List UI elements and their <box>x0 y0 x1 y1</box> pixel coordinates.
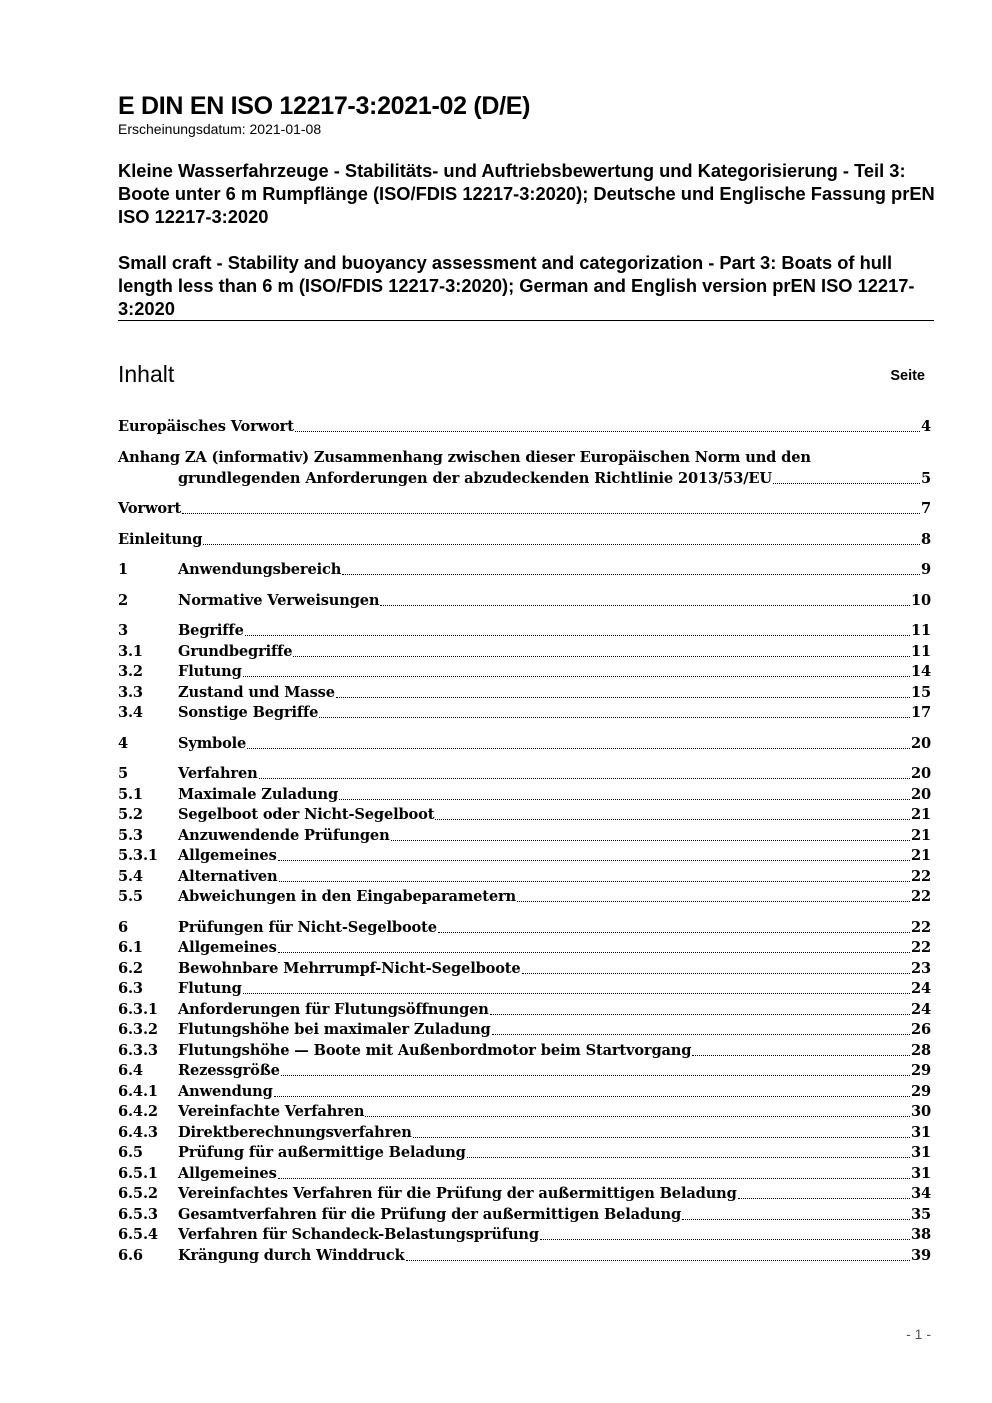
toc-entry[interactable] <box>118 886 931 907</box>
toc-entry-title: Alternativen <box>178 868 278 885</box>
toc-dot-leader <box>203 529 920 545</box>
toc-entry-number: 5.3 <box>118 827 143 844</box>
document-title: E DIN EN ISO 12217-3:2021-02 (D/E) <box>118 92 531 120</box>
toc-entry[interactable] <box>118 1224 931 1245</box>
toc-dot-leader <box>278 845 910 861</box>
toc-dot-leader <box>438 917 910 933</box>
toc-entry-number: 6.4.3 <box>118 1124 158 1141</box>
toc-entry-title: Anhang ZA (informativ) Zusammenhang zwischen dieser Europäischen Norm und den <box>118 449 811 466</box>
toc-entry[interactable] <box>118 1019 931 1040</box>
toc-entry-page: 38 <box>910 1226 931 1243</box>
toc-entry-title: Flutung <box>178 980 242 997</box>
toc-entry-number: 6.3 <box>118 980 143 997</box>
toc-entry-page: 30 <box>910 1103 931 1120</box>
toc-entry-number: 5.2 <box>118 806 143 823</box>
toc-entry-number: 6.5.3 <box>118 1206 158 1223</box>
toc-entry-title: Prüfung für außermittige Beladung <box>178 1144 466 1161</box>
toc-entry-number: 6.2 <box>118 960 143 977</box>
toc-entry-number: 3.3 <box>118 684 143 701</box>
toc-entry-page: 11 <box>910 622 931 639</box>
toc-dot-leader <box>274 1081 910 1097</box>
toc-entry-title: Prüfungen für Nicht-Segelboote <box>178 919 437 936</box>
toc-entry-number: 5 <box>118 765 129 782</box>
toc-dot-leader <box>278 937 910 953</box>
toc-entry[interactable] <box>118 559 931 580</box>
toc-entry-page: 24 <box>910 980 931 997</box>
toc-dot-leader <box>540 1224 910 1240</box>
toc-entry-page: 7 <box>920 500 931 517</box>
toc-entry-number: 6.1 <box>118 939 143 956</box>
toc-entry-title: Allgemeines <box>178 939 277 956</box>
toc-entry-page: 15 <box>910 684 931 701</box>
toc-entry-page: 22 <box>910 939 931 956</box>
toc-entry-title: Zustand und Masse <box>178 684 335 701</box>
toc-dot-leader <box>281 1060 910 1076</box>
toc-entry[interactable] <box>118 590 931 611</box>
toc-entry-title: Grundbegriffe <box>178 643 293 660</box>
toc-entry-page: 10 <box>910 592 931 609</box>
toc-entry-number: 3.2 <box>118 663 143 680</box>
toc-entry-page: 29 <box>910 1062 931 1079</box>
toc-entry-title: Vereinfachtes Verfahren für die Prüfung der außermittigen Beladung <box>178 1185 737 1202</box>
toc-entry-number: 6.5.1 <box>118 1165 158 1182</box>
toc-entry-title: Verfahren <box>178 765 258 782</box>
toc-entry[interactable] <box>118 999 931 1020</box>
toc-dot-leader <box>293 641 910 657</box>
toc-entry-page: 9 <box>920 561 931 578</box>
toc-dot-leader <box>278 1163 910 1179</box>
toc-entry-page: 11 <box>910 643 931 660</box>
toc-entry-page: 22 <box>910 888 931 905</box>
toc-entry-title: Begriffe <box>178 622 244 639</box>
toc-entry-title: Direktberechnungsverfahren <box>178 1124 412 1141</box>
toc-entry-number: 5.1 <box>118 786 143 803</box>
toc-dot-leader <box>319 702 910 718</box>
toc-entry-page: 20 <box>910 735 931 752</box>
toc-dot-leader <box>391 825 910 841</box>
toc-dot-leader <box>522 958 910 974</box>
toc-entry[interactable] <box>118 1081 931 1102</box>
toc-entry-number: 3 <box>118 622 129 639</box>
toc-entry-title: Vereinfachte Verfahren <box>178 1103 365 1120</box>
toc-entry-title: Einleitung <box>118 531 203 548</box>
toc-entry-title: Anforderungen für Flutungsöffnungen <box>178 1001 489 1018</box>
toc-entry-page: 5 <box>920 470 931 487</box>
toc-dot-leader <box>406 1245 910 1261</box>
toc-entry-title: Gesamtverfahren für die Prüfung der außermittigen Beladung <box>178 1206 682 1223</box>
toc-entry-number: 3.1 <box>118 643 143 660</box>
toc-entry[interactable] <box>118 447 931 489</box>
toc-entry-number: 6.4.2 <box>118 1103 158 1120</box>
toc-entry[interactable] <box>118 733 931 754</box>
toc-dot-leader <box>247 733 910 749</box>
toc-dot-leader <box>380 590 910 606</box>
toc-dot-leader <box>365 1101 910 1117</box>
toc-entry-title: Allgemeines <box>178 1165 277 1182</box>
toc-entry-number: 6.4.1 <box>118 1083 158 1100</box>
toc-dot-leader <box>435 804 910 820</box>
toc-entry-number: 6.3.1 <box>118 1001 158 1018</box>
toc-entry-number: 6.6 <box>118 1247 143 1264</box>
toc-entry[interactable] <box>118 682 931 703</box>
toc-entry[interactable] <box>118 529 931 550</box>
toc-entry-page: 21 <box>910 827 931 844</box>
toc-entry[interactable] <box>118 620 931 641</box>
toc-entry[interactable] <box>118 1183 931 1204</box>
toc-entry-title: Rezessgröße <box>178 1062 280 1079</box>
toc-dot-leader <box>492 1019 910 1035</box>
toc-dot-leader <box>490 999 910 1015</box>
toc-entry-title: Anzuwendende Prüfungen <box>178 827 390 844</box>
toc-dot-leader <box>339 784 910 800</box>
toc-entry-title-continued: grundlegenden Anforderungen der abzudeckenden Richtlinie 2013/53/EU <box>178 470 772 487</box>
toc-entry-page: 21 <box>910 847 931 864</box>
title-english: Small craft - Stability and buoyancy assessment and categorization - Part 3: Boats of hull length less than 6 m (ISO/FDIS 12217-3:2020); German and English version prEN ISO 12217-3:2020 <box>118 252 915 319</box>
toc-dot-leader <box>245 620 910 636</box>
toc-entry-number: 6.5 <box>118 1144 143 1161</box>
toc-entry-title: Symbole <box>178 735 247 752</box>
toc-entry-title: Maximale Zuladung <box>178 786 339 803</box>
toc-entry-number: 6.3.3 <box>118 1042 158 1059</box>
toc-entry[interactable] <box>118 763 931 784</box>
toc-dot-leader <box>773 468 920 484</box>
toc-entry-title: Bewohnbare Mehrrumpf-Nicht-Segelboote <box>178 960 521 977</box>
toc-entry[interactable] <box>118 1163 931 1184</box>
toc-entry-title: Vorwort <box>118 500 182 517</box>
toc-entry-title: Flutung <box>178 663 242 680</box>
toc-entry-page: 14 <box>910 663 931 680</box>
toc-entry[interactable] <box>118 661 931 682</box>
publication-date: Erscheinungsdatum: 2021-01-08 <box>118 121 322 137</box>
toc-page-label: Seite <box>890 368 925 384</box>
toc-entry[interactable] <box>118 1245 931 1266</box>
toc-entry-page: 8 <box>920 531 931 548</box>
toc-dot-leader <box>738 1183 910 1199</box>
toc-entry-title: Verfahren für Schandeck-Belastungsprüfung <box>178 1226 539 1243</box>
toc-dot-leader <box>517 886 910 902</box>
toc-entry-title: Abweichungen in den Eingabeparametern <box>178 888 516 905</box>
toc-entry-title: Sonstige Begriffe <box>178 704 319 721</box>
toc-heading: Inhalt <box>118 361 175 387</box>
toc-entry-number: 6.4 <box>118 1062 143 1079</box>
toc-entry[interactable] <box>118 825 931 846</box>
toc-entry[interactable] <box>118 784 931 805</box>
toc-entry-title: Anwendungsbereich <box>178 561 342 578</box>
title-german: Kleine Wasserfahrzeuge - Stabilitäts- und Auftriebsbewertung und Kategorisierung - Teil 3: Boote unter 6 m Rumpflänge (ISO/FDIS 12217-3:2020); Deutsche und Englische Fassung prEN ISO 12217-3:2020 <box>118 160 935 227</box>
toc-entry-page: 23 <box>910 960 931 977</box>
toc-entry-page: 20 <box>910 786 931 803</box>
toc-entry-page: 31 <box>910 1144 931 1161</box>
toc-entry-page: 28 <box>910 1042 931 1059</box>
toc-entry[interactable] <box>118 416 931 437</box>
toc-entry-number: 6 <box>118 919 129 936</box>
toc-entry[interactable] <box>118 1204 931 1225</box>
toc-entry-number: 6.3.2 <box>118 1021 158 1038</box>
title-divider <box>118 320 934 321</box>
toc-entry-number: 5.3.1 <box>118 847 158 864</box>
toc-entry-page: 17 <box>910 704 931 721</box>
toc-entry-number: 6.5.4 <box>118 1226 158 1243</box>
toc-entry-title: Normative Verweisungen <box>178 592 380 609</box>
toc-entry-page: 31 <box>910 1165 931 1182</box>
toc-entry-number: 6.5.2 <box>118 1185 158 1202</box>
toc-entry-title: Europäisches Vorwort <box>118 418 294 435</box>
toc-entry-number: 2 <box>118 592 129 609</box>
toc-entry-page: 4 <box>920 418 931 435</box>
toc-entry[interactable] <box>118 702 931 723</box>
toc-entry-number: 3.4 <box>118 704 143 721</box>
toc-entry-number: 5.5 <box>118 888 143 905</box>
toc-dot-leader <box>692 1040 910 1056</box>
toc-entry[interactable] <box>118 1101 931 1122</box>
toc-dot-leader <box>295 416 920 432</box>
toc-entry-page: 34 <box>910 1185 931 1202</box>
toc-entry-number: 5.4 <box>118 868 143 885</box>
toc-dot-leader <box>342 559 920 575</box>
toc-entry[interactable] <box>118 498 931 519</box>
toc-dot-leader <box>182 498 920 514</box>
toc-dot-leader <box>467 1142 910 1158</box>
toc-dot-leader <box>259 763 910 779</box>
toc-entry-page: 22 <box>910 868 931 885</box>
toc-dot-leader <box>279 866 910 882</box>
toc-dot-leader <box>243 978 910 994</box>
toc-entry[interactable] <box>118 641 931 662</box>
toc-entry-page: 29 <box>910 1083 931 1100</box>
toc-entry[interactable] <box>118 1040 931 1061</box>
toc-entry-page: 39 <box>910 1247 931 1264</box>
toc-entry-page: 31 <box>910 1124 931 1141</box>
toc-entry[interactable] <box>118 845 931 866</box>
toc-entry-page: 26 <box>910 1021 931 1038</box>
toc-entry-page: 24 <box>910 1001 931 1018</box>
toc-entry[interactable] <box>118 937 931 958</box>
toc-entry[interactable] <box>118 1060 931 1081</box>
toc-entry-page: 20 <box>910 765 931 782</box>
toc-dot-leader <box>682 1204 910 1220</box>
toc-entry-title: Krängung durch Winddruck <box>178 1247 405 1264</box>
toc-entry-title: Flutungshöhe — Boote mit Außenbordmotor beim Startvorgang <box>178 1042 692 1059</box>
page-number: - 1 - <box>906 1326 931 1342</box>
toc-entry-title: Flutungshöhe bei maximaler Zuladung <box>178 1021 491 1038</box>
toc-entry-number: 1 <box>118 561 129 578</box>
toc-entry-page: 35 <box>910 1206 931 1223</box>
toc-entry[interactable] <box>118 866 931 887</box>
toc-entry-page: 22 <box>910 919 931 936</box>
toc-entry[interactable] <box>118 804 931 825</box>
toc-entry[interactable] <box>118 1142 931 1163</box>
toc-entry-title: Anwendung <box>178 1083 273 1100</box>
toc-entry[interactable] <box>118 917 931 938</box>
toc-entry-title: Segelboot oder Nicht-Segelboot <box>178 806 435 823</box>
toc-dot-leader <box>336 682 910 698</box>
toc-entry-number: 4 <box>118 735 129 752</box>
toc-entry[interactable] <box>118 1122 931 1143</box>
toc-dot-leader <box>413 1122 910 1138</box>
toc-entry[interactable] <box>118 978 931 999</box>
toc-entry-title: Allgemeines <box>178 847 277 864</box>
toc-entry[interactable] <box>118 958 931 979</box>
toc-entry-page: 21 <box>910 806 931 823</box>
toc-dot-leader <box>243 661 910 677</box>
